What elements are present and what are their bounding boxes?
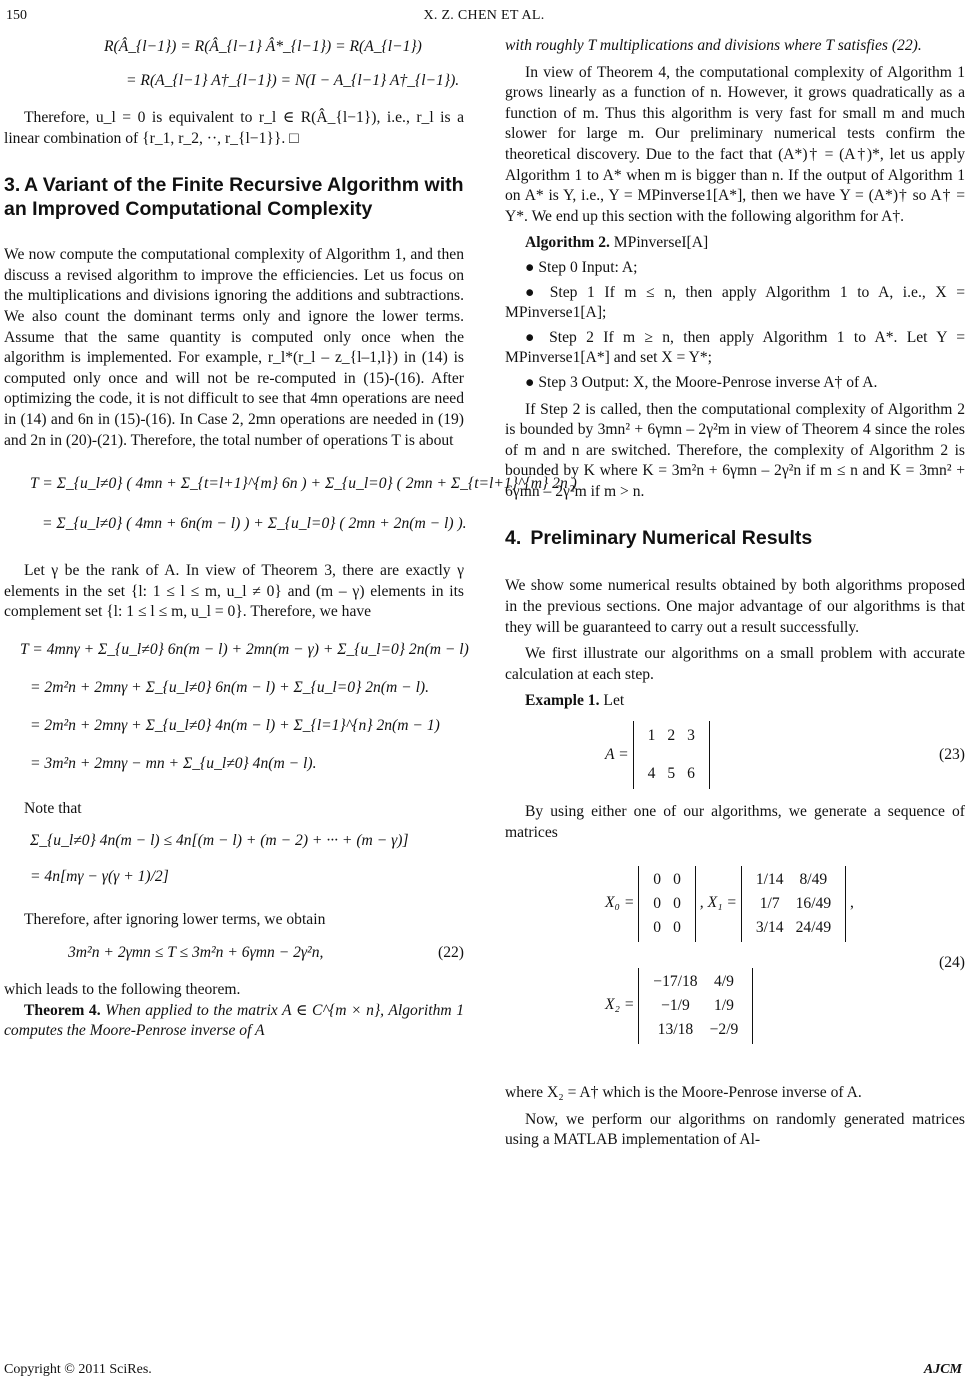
matrix-cell: 13/18 <box>657 1020 694 1038</box>
equation-T2-line1: T = 4mnγ + Σ_{u_l≠0} 6n(m − l) + 2mn(m − γ) + Σ_{u_l=0} 2n(m − l) <box>20 640 469 658</box>
matrix-X2-table <box>647 970 744 1042</box>
matrix-row <box>647 892 687 916</box>
paragraph-now-we-perform: Now, we perform our algorithms on randomly generated matrices using a MATLAB implementation of Al- <box>505 1110 965 1149</box>
example-1 <box>505 691 965 712</box>
matrix-cell: −2/9 <box>709 1020 739 1038</box>
algorithm-2-step-1: ● Step 1 If m ≤ n, then apply Algorithm 1 to A, i.e., X = MPinverse1[A]; <box>505 283 965 322</box>
matrix-cell: 0 <box>673 918 681 936</box>
matrix-cell: 0 <box>653 894 662 912</box>
footer-journal: AJCM <box>923 1362 962 1377</box>
equation-top-line2: = R(A_{l−1} A†_{l−1}) = N(I − A_{l−1} A†_{l−1}). <box>126 72 460 89</box>
paragraph-if-step-2: If Step 2 is called, then the computational complexity of Algorithm 2 is bounded by 3mn² + 6γmn – 2γ²m in view of Theorem 4 since the roles of m and n are switched. Therefore, the complexity of Algorithm 2 is bounded by K where K = 3m²n + 6γmn – 2γ²n if m ≤ n and K = 3mn² + 6γmn – 2γ²m if m > n. <box>505 400 965 500</box>
example-1-text: Let <box>603 692 625 710</box>
algorithm-2-step-2: ● Step 2 If m ≥ n, then apply Algorithm 1 to A*. Let Y = MPinverse1[A*] and set X = Y*; <box>505 328 965 367</box>
matrix-cell: 1/7 <box>759 894 780 912</box>
theorem-4-text: When applied to the matrix A ∈ C^{m × n}, Algorithm 1 computes the Moore-Penrose inverse of A <box>4 1001 465 1040</box>
matrix-row <box>642 749 701 761</box>
paragraph-computational-complexity: We now compute the computational complexity of Algorithm 1, and then discuss a revised algorithm to improve the efficiencies. Let us focus on the multiplications and divisions ignoring the additions and subtractions. We also count the dominant terms only and ignore the lower terms. Assume that the same quantity is computed only once when the algorithm is implemented. For example, r_l*(r_l – z_{l–1,l}) in (14) is computed only once and will not be re-computed in (15)-(16). After optimizing the code, it is not difficult to see that 4mn operations are need in (14) and 6n in (15)-(16). In Case 2, 2mn operations are needed in (19) and 2n in (20)-(21). Therefore, the total number of operations T is about <box>4 246 464 449</box>
theorem-4 <box>4 1001 464 1042</box>
matrix-X0 <box>638 866 696 942</box>
algorithm-2-step-3: ● Step 3 Output: X, the Moore-Penrose inverse A† of A. <box>525 373 878 391</box>
matrix-X1-table <box>750 868 837 940</box>
algorithm-2-name: MPinverseI[A] <box>613 234 709 252</box>
equation-24-row1: X₀ = 0 0 0 0 0 0 , X₁ = 1/14 8/49 1/7 16/49 3/14 24/49 , <box>605 855 854 951</box>
matrix-cell: 4/9 <box>714 972 734 990</box>
matrix-row <box>750 916 837 940</box>
matrix-row <box>647 970 744 994</box>
equation-24-row2 <box>605 957 753 1053</box>
paragraph-rank: Let γ be the rank of A. In view of Theorem 3, there are exactly γ elements in the set {l: 1 ≤ l ≤ m, u_l ≠ 0} and (m – γ) elements in its complement set {l: 1 ≤ l ≤ m, u_l = 0}. Therefore, we have <box>4 562 464 621</box>
equation-T2-line4: = 3m²n + 2mnγ − mn + Σ_{u_l≠0} 4n(m − l). <box>30 754 317 772</box>
matrix-row <box>647 994 744 1018</box>
matrix-A-table <box>642 723 701 787</box>
matrix-row <box>647 1018 744 1042</box>
equation-23-number: (23) <box>939 746 965 764</box>
example-1-label: Example 1. <box>525 692 600 710</box>
equation-24-number: (24) <box>939 954 965 972</box>
matrix-cell: 1 <box>647 727 656 745</box>
X1-lhs: , X₁ = <box>699 894 737 912</box>
paragraph-note: Note that <box>24 799 82 817</box>
matrix-row <box>642 761 701 787</box>
paragraph-therefore: Therefore, u_l = 0 is equivalent to r_l ∈ R(Â_{l−1}), i.e., r_l is a linear combination of {r_1, r_2, ··, r_{l−1}}. □ <box>4 109 464 147</box>
matrix-row <box>647 868 687 892</box>
section-4-title: Preliminary Numerical Results <box>530 527 813 550</box>
matrix-cell: 0 <box>673 894 681 912</box>
matrix-cell: 6 <box>687 765 695 783</box>
matrix-cell: 1/9 <box>714 996 734 1014</box>
matrix-cell: 0 <box>673 870 681 888</box>
paragraph-where-X2: where X₂ = A† which is the Moore-Penrose inverse of A. <box>505 1084 862 1102</box>
matrix-row <box>642 723 701 749</box>
equation-top-line1: R(Â_{l−1}) = R(Â_{l−1} Â*_{l−1}) = R(A_{l−1}) <box>104 38 422 55</box>
X2-lhs: X₂ = <box>605 996 635 1014</box>
algorithm-2-label: Algorithm 2. <box>525 234 610 252</box>
matrix-A <box>633 721 710 789</box>
equation-T-line1: T = Σ_{u_l≠0} ( 4mn + Σ_{t=l+1}^{m} 6n ) + Σ_{u_l=0} ( 2mn + Σ_{t=l+1}^{m} 2n ) <box>30 475 577 493</box>
matrix-cell: 3/14 <box>755 918 784 936</box>
matrix-cell: 2 <box>667 727 676 745</box>
matrix-cell: 1/14 <box>755 870 784 888</box>
section-3-number: 3. <box>4 174 21 197</box>
matrix-X2 <box>638 968 753 1044</box>
matrix-cell: 0 <box>653 918 662 936</box>
right-column <box>505 36 965 1151</box>
matrix-cell: 24/49 <box>795 918 832 936</box>
paragraph-with-roughly: with roughly T multiplications and divisions where T satisfies (22). <box>505 37 922 54</box>
paragraph-we-first: We first illustrate our algorithms on a small problem with accurate calculation at each step. <box>505 645 965 683</box>
running-title: X. Z. CHEN ET AL. <box>423 8 545 23</box>
footer-copyright: Copyright © 2011 SciRes. <box>4 1362 152 1377</box>
equation-T-line2: = Σ_{u_l≠0} ( 4mn + 6n(m − l) ) + Σ_{u_l=0} ( 2mn + 2n(m − l) ). <box>42 515 467 533</box>
equation-22-body: 3m²n + 2γmn ≤ T ≤ 3m²n + 6γmn − 2γ²n, <box>68 944 324 962</box>
equation-22-number: (22) <box>438 944 464 962</box>
algorithm-2-title <box>505 233 965 254</box>
paragraph-leads: which leads to the following theorem. <box>4 981 241 999</box>
matrix-cell: 16/49 <box>795 894 832 912</box>
paragraph-after-ignoring: Therefore, after ignoring lower terms, we obtain <box>24 910 326 928</box>
X0-lhs: X₀ = <box>605 894 635 912</box>
paragraph-by-using: By using either one of our algorithms, we generate a sequence of matrices <box>505 803 965 841</box>
equation-T2-line2: = 2m²n + 2mnγ + Σ_{u_l≠0} 6n(m − l) + Σ_{u_l=0} 2n(m − l). <box>30 678 429 696</box>
matrix-cell: 0 <box>653 870 662 888</box>
equation-23-lhs: A = <box>605 746 629 764</box>
equation-note-line1: Σ_{u_l≠0} 4n(m − l) ≤ 4n[(m − l) + (m − 2) + ··· + (m − γ)] <box>30 831 409 849</box>
matrix-row <box>750 868 837 892</box>
equation-24 <box>505 855 965 1075</box>
theorem-4-label: Theorem 4. <box>24 1001 101 1019</box>
algorithm-2-step-0: ● Step 0 Input: A; <box>525 258 638 276</box>
section-3-title: A Variant of the Finite Recursive Algorithm with an Improved Computational Complexity <box>4 174 464 221</box>
matrix-cell: 5 <box>667 765 676 783</box>
section-4-heading <box>505 526 965 550</box>
paragraph-we-show: We show some numerical results obtained by both algorithms proposed in the previous sections. One major advantage of our algorithms is that they will be guaranteed to carry out a result successfully. <box>505 577 965 636</box>
equation-note-line2: = 4n[mγ − γ(γ + 1)/2] <box>30 867 169 885</box>
equation-23 <box>505 714 965 796</box>
matrix-cell: 4 <box>647 765 656 783</box>
equation-T2-line3: = 2m²n + 2mnγ + Σ_{u_l≠0} 4n(m − l) + Σ_{l=1}^{n} 2n(m − 1) <box>30 716 440 734</box>
matrix-row <box>647 916 687 940</box>
paragraph-in-view: In view of Theorem 4, the computational complexity of Algorithm 1 grows linearly as a function of n. However, it grows quadratically as a function of m. Thus this algorithm is very fast for small m and much slower for large m. Our preliminary numerical tests confirm the theoretical discovery. Due to the fact that (A*)† = (A†)*, let us apply Algorithm 1 to A* when m is bigger than n. If the output of Algorithm 1 on A* is Y, i.e., Y = MPinverse1[A*], then we have Y = (A*)† so A† = Y*. We end up this section with the following algorithm for A†. <box>505 63 965 225</box>
section-3-heading <box>4 173 464 221</box>
matrix-row <box>750 892 837 916</box>
section-4-number: 4. <box>505 527 522 550</box>
equation-22 <box>4 942 464 964</box>
matrix-cell: 3 <box>687 727 695 745</box>
matrix-cell: −17/18 <box>653 972 698 990</box>
matrix-X1 <box>741 866 846 942</box>
matrix-cell: 8/49 <box>799 870 828 888</box>
matrix-cell: −1/9 <box>661 996 690 1014</box>
matrix-X0-table <box>647 868 687 940</box>
page-number: 150 <box>6 8 27 23</box>
